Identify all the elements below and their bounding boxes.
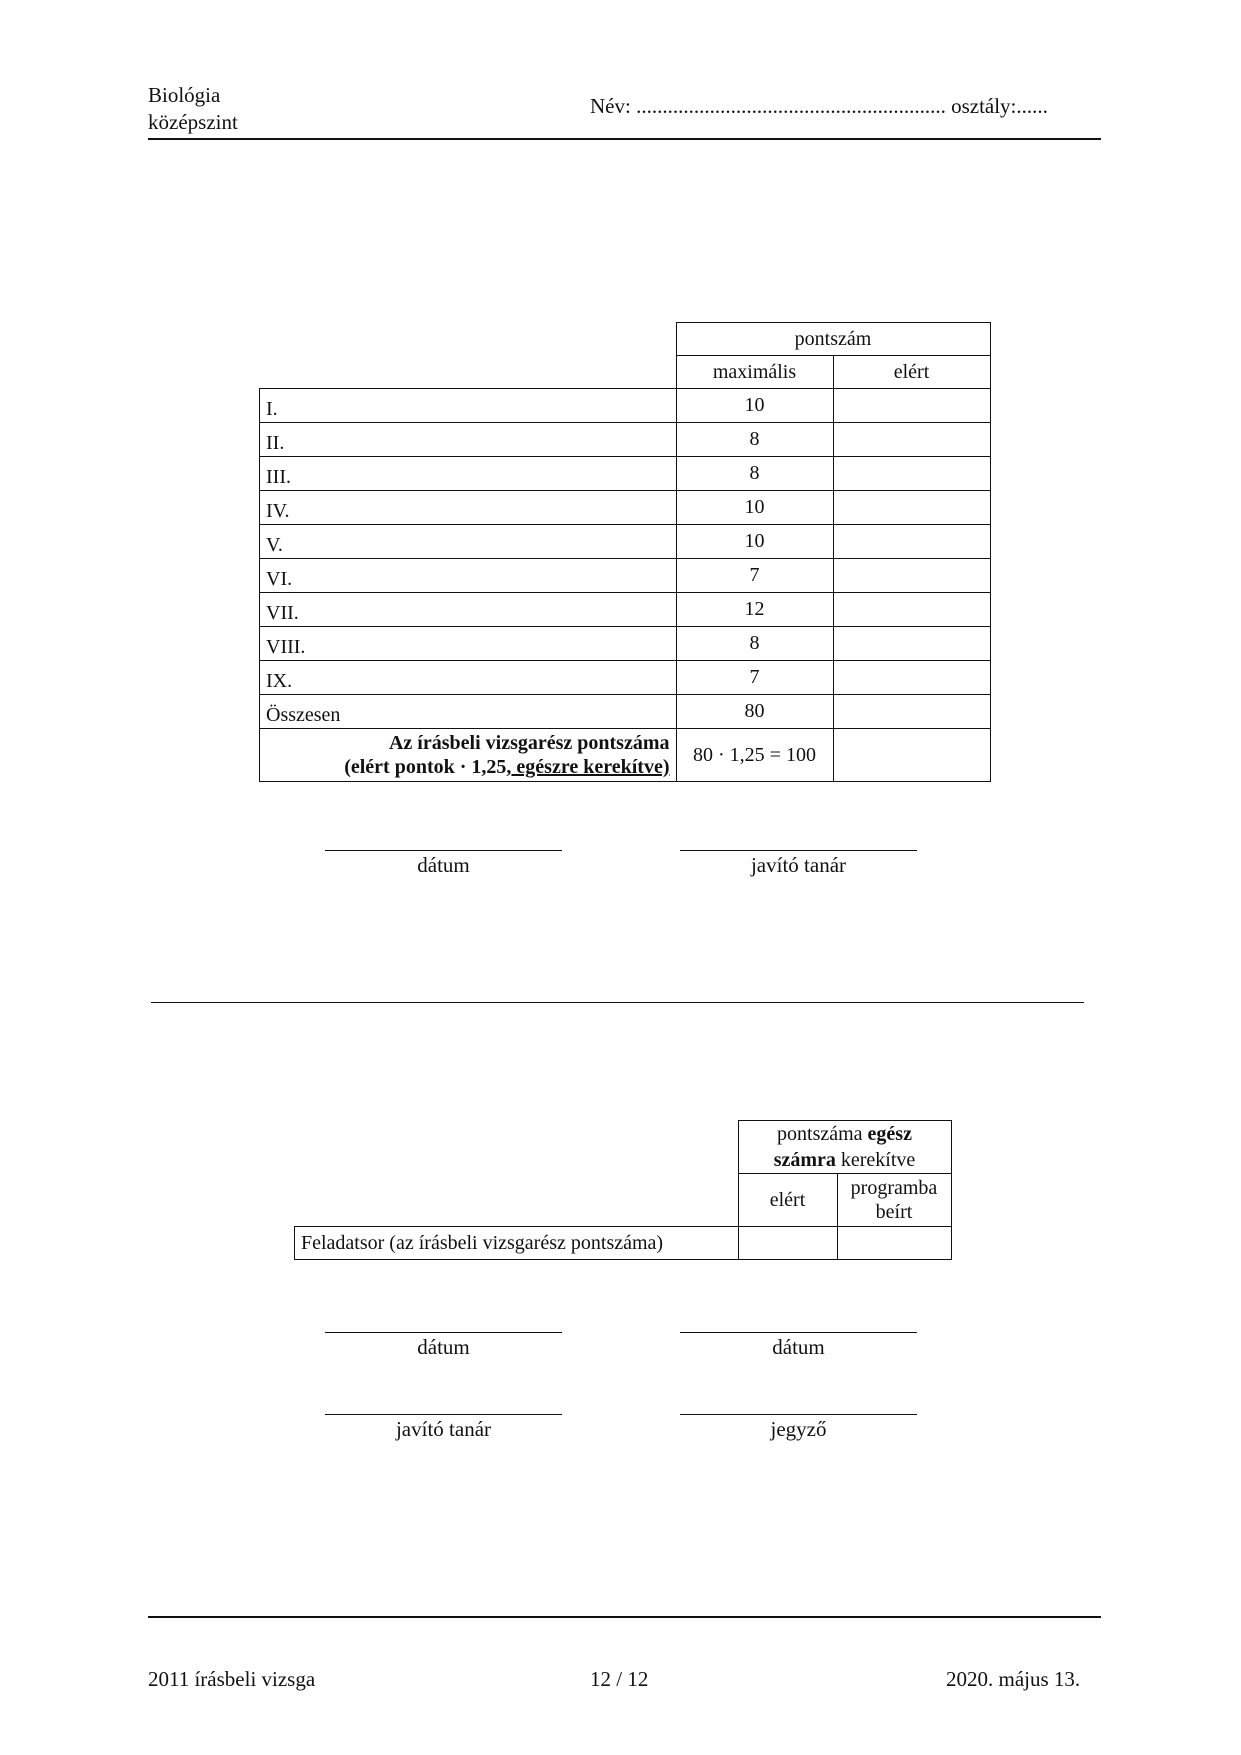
col-max-header: maximális (676, 356, 833, 389)
final-score-label: Az írásbeli vizsgarész pontszáma (elért pontok · 1,25, egészre kerekítve) (260, 729, 677, 782)
row-label: IX. (260, 661, 677, 695)
table-row (295, 1227, 952, 1260)
signature-date-left: dátum (325, 1332, 562, 1360)
row-achieved-cell[interactable] (833, 661, 990, 695)
row-max: 8 (676, 423, 833, 457)
program-entry-table (294, 1120, 952, 1260)
row-max: 10 (676, 525, 833, 559)
program-achieved-cell[interactable] (738, 1227, 837, 1260)
row-achieved-cell[interactable] (833, 525, 990, 559)
table-row (260, 389, 991, 423)
row-label: IV. (260, 491, 677, 525)
table-row (260, 423, 991, 457)
row-max: 8 (676, 457, 833, 491)
row-label: III. (260, 457, 677, 491)
row-label: VI. (260, 559, 677, 593)
row-label: VII. (260, 593, 677, 627)
final-score-formula: 80 · 1,25 = 100 (676, 729, 833, 782)
row-max: 8 (676, 627, 833, 661)
row-max: 10 (676, 389, 833, 423)
row-max: 10 (676, 491, 833, 525)
row-label: I. (260, 389, 677, 423)
name-class-field: Név: ........................................................... osztály:...... (590, 94, 1048, 118)
table-row (260, 457, 991, 491)
table-row (260, 525, 991, 559)
total-row (260, 695, 991, 729)
total-max: 80 (676, 695, 833, 729)
row-achieved-cell[interactable] (833, 593, 990, 627)
table-row (260, 491, 991, 525)
row-achieved-cell[interactable] (833, 559, 990, 593)
row-achieved-cell[interactable] (833, 627, 990, 661)
row-max: 7 (676, 661, 833, 695)
footer-rule (148, 1616, 1101, 1618)
program-row-label: Feladatsor (az írásbeli vizsgarész pontszáma) (295, 1227, 739, 1260)
row-achieved-cell[interactable] (833, 491, 990, 525)
table-row (260, 627, 991, 661)
program-col-entered: programba beírt (837, 1174, 951, 1227)
program-table-header: pontszáma egész számra kerekítve (738, 1121, 951, 1174)
score-group-header: pontszám (676, 323, 990, 356)
header-subject-block (148, 82, 238, 136)
total-achieved-cell[interactable] (833, 695, 990, 729)
subject-level: középszint (148, 110, 238, 134)
row-label: V. (260, 525, 677, 559)
signature-date: dátum (325, 850, 562, 878)
subject-title: Biológia (148, 83, 221, 107)
row-achieved-cell[interactable] (833, 457, 990, 491)
table-row (260, 593, 991, 627)
final-score-achieved-cell[interactable] (833, 729, 990, 782)
signature-date-right: dátum (680, 1332, 917, 1360)
footer-exam: 2011 írásbeli vizsga (148, 1667, 316, 1691)
program-col-achieved: elért (738, 1174, 837, 1227)
row-achieved-cell[interactable] (833, 423, 990, 457)
row-max: 12 (676, 593, 833, 627)
table-row (260, 661, 991, 695)
signature-teacher: javító tanár (680, 850, 917, 878)
signature-teacher: javító tanár (325, 1414, 562, 1442)
row-max: 7 (676, 559, 833, 593)
section-separator (151, 1002, 1084, 1003)
total-label: Összesen (260, 695, 677, 729)
signature-registrar: jegyző (680, 1414, 917, 1442)
footer-date: 2020. május 13. (946, 1667, 1081, 1691)
row-achieved-cell[interactable] (833, 389, 990, 423)
header-rule (148, 138, 1101, 140)
score-table (259, 322, 991, 782)
footer-page-number: 12 / 12 (590, 1667, 649, 1691)
final-score-row (260, 729, 991, 782)
row-label: II. (260, 423, 677, 457)
program-entered-cell[interactable] (837, 1227, 951, 1260)
col-achieved-header: elért (833, 356, 990, 389)
row-label: VIII. (260, 627, 677, 661)
table-row (260, 559, 991, 593)
